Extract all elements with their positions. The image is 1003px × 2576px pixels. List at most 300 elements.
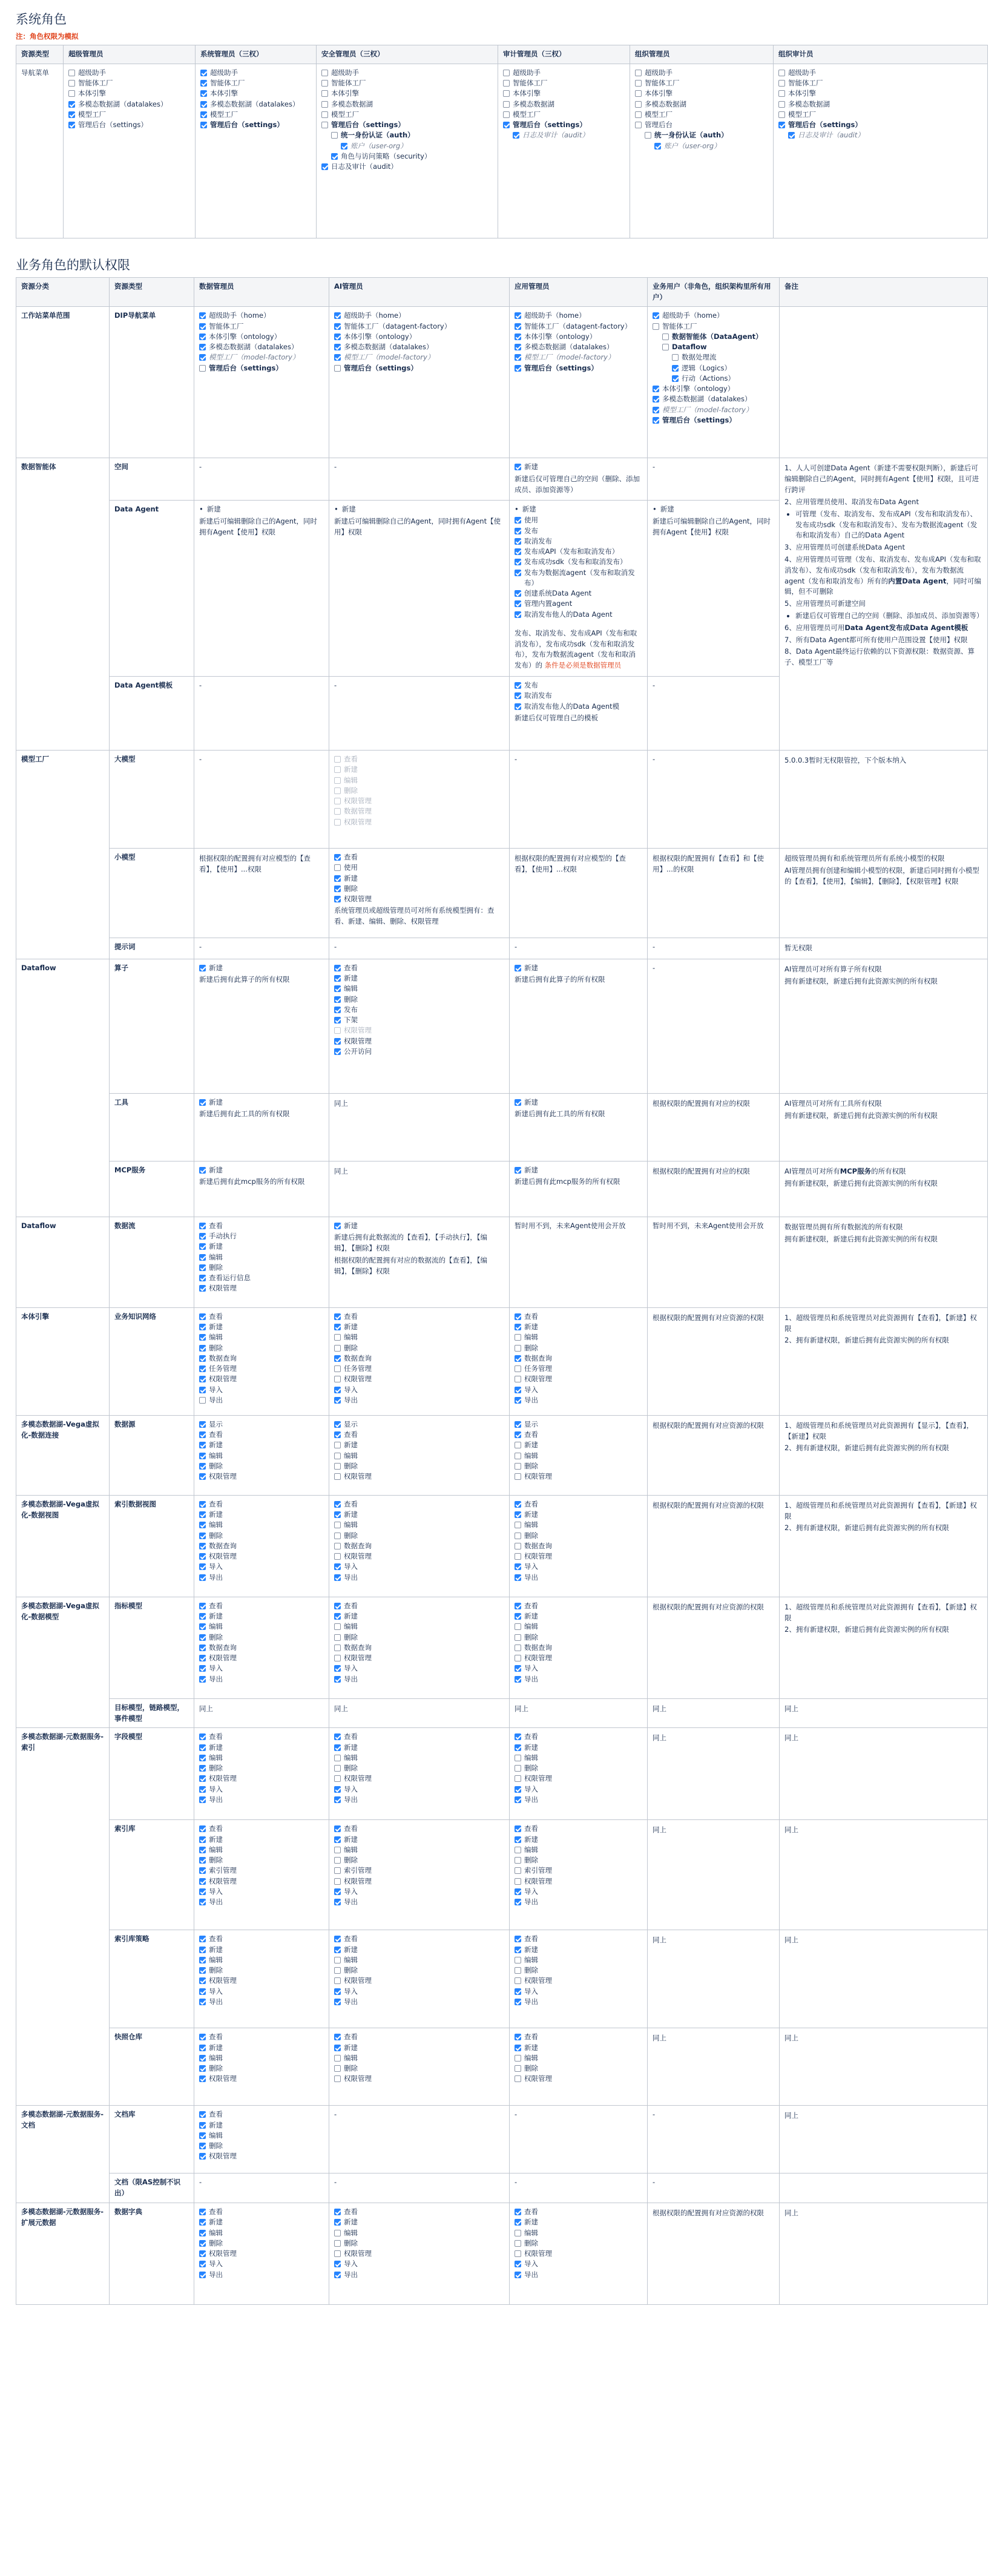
permission-checkbox[interactable]: 新建 [334,1945,504,1955]
checkbox-icon[interactable] [199,2153,206,2160]
checkbox-icon[interactable] [331,132,338,139]
checkbox-icon[interactable] [334,1574,341,1581]
checkbox-icon[interactable] [334,1947,341,1953]
permission-checkbox[interactable]: 导出 [199,1572,324,1583]
permission-checkbox[interactable]: 数据查询 [334,1353,504,1364]
checkbox-icon[interactable] [199,1431,206,1438]
permission-checkbox[interactable]: 导出 [515,1395,642,1405]
permission-checkbox[interactable]: 创建系统Data Agent [515,588,642,599]
checkbox-icon[interactable] [334,1899,341,1905]
checkbox-icon[interactable] [334,1977,341,1984]
permission-checkbox[interactable]: 发布成功sdk（发布和取消发布） [515,557,642,567]
checkbox-icon[interactable] [334,798,341,804]
checkbox-icon[interactable] [199,1387,206,1393]
checkbox-icon[interactable] [199,334,206,340]
checkbox-icon[interactable] [199,1634,206,1641]
permission-checkbox[interactable]: 账户（user-org） [321,141,493,151]
checkbox-icon[interactable] [334,1755,341,1761]
checkbox-icon[interactable] [334,1522,341,1528]
permission-checkbox[interactable]: 编辑 [515,1451,642,1461]
permission-checkbox[interactable]: 新建 [515,1440,642,1450]
permission-checkbox[interactable]: 权限管理 [334,1036,504,1046]
checkbox-icon[interactable] [199,1376,206,1382]
permission-checkbox[interactable]: 权限管理 [515,2074,642,2084]
permission-checkbox[interactable]: 管理后台（settings） [199,363,324,373]
checkbox-icon[interactable] [199,1755,206,1761]
checkbox-icon[interactable] [68,101,75,108]
checkbox-icon[interactable] [515,1867,521,1874]
checkbox-icon[interactable] [515,1836,521,1843]
permission-checkbox[interactable]: 日志及审计（audit） [778,130,982,140]
checkbox-icon[interactable] [334,975,341,982]
checkbox-icon[interactable] [515,1988,521,1995]
permission-checkbox[interactable]: 查看 [515,1601,642,1611]
permission-checkbox[interactable]: 本体引擎（ontology） [199,332,324,342]
permission-checkbox[interactable]: 权限管理 [515,1976,642,1986]
checkbox-icon[interactable] [199,1553,206,1560]
permission-checkbox[interactable]: 数据查询 [515,1541,642,1551]
permission-checkbox[interactable]: 新建 [199,1241,324,1252]
checkbox-icon[interactable] [515,2045,521,2051]
checkbox-icon[interactable] [515,1765,521,1772]
permission-checkbox[interactable]: 导出 [515,1897,642,1907]
checkbox-icon[interactable] [199,1473,206,1480]
permission-checkbox[interactable]: 删除 [199,1343,324,1353]
permission-checkbox[interactable]: 导入 [199,1562,324,1572]
permission-checkbox[interactable]: 新建 [199,2217,324,2227]
checkbox-icon[interactable] [334,1017,341,1024]
checkbox-icon[interactable] [334,2219,341,2226]
permission-checkbox[interactable]: 新建 [199,1440,324,1450]
checkbox-icon[interactable] [672,375,679,382]
permission-checkbox[interactable]: 删除 [334,2063,504,2074]
checkbox-icon[interactable] [334,1867,341,1874]
permission-checkbox[interactable]: 权限管理 [334,796,504,806]
checkbox-icon[interactable] [199,1324,206,1330]
checkbox-icon[interactable] [515,1522,521,1528]
checkbox-icon[interactable] [515,1733,521,1740]
permission-checkbox[interactable]: 权限管理 [515,1551,642,1562]
checkbox-icon[interactable] [199,1313,206,1320]
checkbox-icon[interactable] [503,101,510,108]
checkbox-icon[interactable] [515,2055,521,2062]
permission-checkbox[interactable]: 删除 [334,1531,504,1541]
permission-checkbox[interactable]: 查看 [199,2109,324,2120]
checkbox-icon[interactable] [515,2272,521,2278]
permission-checkbox[interactable]: 查看 [199,2207,324,2217]
checkbox-icon[interactable] [515,1796,521,1803]
checkbox-icon[interactable] [199,1899,206,1905]
permission-checkbox[interactable]: 删除 [334,1343,504,1353]
permission-checkbox[interactable]: 数据管理 [334,806,504,816]
checkbox-icon[interactable] [199,2143,206,2149]
permission-checkbox[interactable]: 权限管理 [515,1773,642,1784]
permission-checkbox[interactable]: 删除 [515,1855,642,1865]
checkbox-icon[interactable] [334,1665,341,1672]
permission-checkbox[interactable]: 编辑 [199,2228,324,2238]
checkbox-icon[interactable] [199,312,206,319]
permission-checkbox[interactable]: 新建 [199,1097,324,1108]
permission-checkbox[interactable]: 超级助手（home） [515,310,642,321]
checkbox-icon[interactable] [334,2209,341,2215]
permission-checkbox[interactable]: 权限管理 [515,1471,642,1482]
checkbox-icon[interactable] [334,864,341,871]
permission-checkbox[interactable]: 多模态数据湖（datalakes） [68,99,190,110]
checkbox-icon[interactable] [321,90,328,97]
checkbox-icon[interactable] [334,2250,341,2257]
checkbox-icon[interactable] [334,1733,341,1740]
checkbox-icon[interactable] [199,1167,206,1174]
permission-checkbox[interactable]: 超级助手 [68,68,190,78]
checkbox-icon[interactable] [199,1796,206,1803]
checkbox-icon[interactable] [199,1397,206,1404]
checkbox-icon[interactable] [503,80,510,87]
checkbox-icon[interactable] [515,1957,521,1963]
permission-checkbox[interactable]: 查看 [515,1824,642,1834]
checkbox-icon[interactable] [635,80,642,87]
checkbox-icon[interactable] [515,1387,521,1393]
checkbox-icon[interactable] [778,90,785,97]
checkbox-icon[interactable] [199,2055,206,2062]
checkbox-icon[interactable] [199,1285,206,1292]
permission-checkbox[interactable]: 超级助手 [778,68,982,78]
checkbox-icon[interactable] [199,1733,206,1740]
checkbox-icon[interactable] [199,1233,206,1240]
checkbox-icon[interactable] [515,1563,521,1570]
permission-checkbox[interactable]: 删除 [515,1965,642,1976]
checkbox-icon[interactable] [199,1967,206,1974]
checkbox-icon[interactable] [515,570,521,576]
checkbox-icon[interactable] [199,1543,206,1549]
checkbox-icon[interactable] [515,312,521,319]
checkbox-icon[interactable] [199,1665,206,1672]
permission-checkbox[interactable]: 新建 [515,2043,642,2053]
checkbox-icon[interactable] [515,1936,521,1942]
permission-checkbox[interactable]: 管理后台（settings） [68,120,190,130]
permission-checkbox[interactable]: 导出 [334,1795,504,1805]
checkbox-icon[interactable] [199,2240,206,2247]
permission-checkbox[interactable]: 超级助手 [635,68,768,78]
permission-checkbox[interactable]: 权限管理 [515,1653,642,1663]
permission-checkbox[interactable]: 行动（Actions） [653,373,774,384]
checkbox-icon[interactable] [515,1511,521,1518]
permission-checkbox[interactable]: 智能体工厂 [653,321,774,332]
permission-checkbox[interactable]: 超级助手（home） [334,310,504,321]
checkbox-icon[interactable] [199,1836,206,1843]
checkbox-icon[interactable] [199,1421,206,1428]
permission-checkbox[interactable]: 模型工厂 [321,110,493,120]
checkbox-icon[interactable] [515,365,521,372]
checkbox-icon[interactable] [199,1878,206,1885]
permission-checkbox[interactable]: 编辑 [515,1955,642,1965]
checkbox-icon[interactable] [334,1376,341,1382]
checkbox-icon[interactable] [515,1376,521,1382]
permission-checkbox[interactable]: 查看 [199,1499,324,1510]
permission-checkbox[interactable]: 新建 [334,873,504,884]
permission-checkbox[interactable]: 新建 [515,1510,642,1520]
checkbox-icon[interactable] [334,996,341,1003]
checkbox-icon[interactable] [515,517,521,524]
permission-checkbox[interactable]: 导入 [199,2259,324,2269]
permission-checkbox[interactable]: 新建 [515,1611,642,1622]
checkbox-icon[interactable] [515,1463,521,1470]
permission-checkbox[interactable]: 发布为数据流agent（发布和取消发布） [515,568,642,589]
permission-checkbox[interactable]: 索引管理 [334,1865,504,1876]
checkbox-icon[interactable] [200,90,207,97]
permission-checkbox[interactable]: 使用 [334,862,504,873]
permission-checkbox[interactable]: 数据查询 [199,1643,324,1653]
checkbox-icon[interactable] [334,2272,341,2278]
permission-checkbox[interactable]: 编辑 [334,1845,504,1855]
permission-checkbox[interactable]: 新建 [334,764,504,775]
permission-checkbox[interactable]: 删除 [199,1763,324,1773]
checkbox-icon[interactable] [334,2034,341,2040]
checkbox-icon[interactable] [199,1355,206,1362]
checkbox-icon[interactable] [515,600,521,607]
permission-checkbox[interactable]: 删除 [515,1461,642,1471]
permission-checkbox[interactable]: 导出 [515,1674,642,1684]
permission-checkbox[interactable]: 查看 [199,1221,324,1231]
permission-checkbox[interactable]: 新建 [334,1322,504,1332]
permission-checkbox[interactable]: 查看 [199,1934,324,1944]
permission-checkbox[interactable]: 查看 [334,852,504,862]
checkbox-icon[interactable] [334,1825,341,1832]
permission-checkbox[interactable]: 删除 [334,1763,504,1773]
checkbox-icon[interactable] [199,323,206,330]
permission-checkbox[interactable]: 管理后台（settings） [778,120,982,130]
permission-checkbox[interactable]: 权限管理 [334,1653,504,1663]
checkbox-icon[interactable] [199,2272,206,2278]
checkbox-icon[interactable] [334,1786,341,1793]
checkbox-icon[interactable] [199,2122,206,2129]
permission-checkbox[interactable]: 多模态数据湖 [635,99,768,110]
permission-checkbox[interactable]: 智能体工厂 [199,321,324,332]
permission-checkbox[interactable]: 新建 [199,1322,324,1332]
permission-checkbox[interactable]: 本体引擎 [503,88,625,99]
permission-checkbox[interactable]: 权限管理 [334,2249,504,2259]
permission-checkbox[interactable]: 多模态数据湖（datalakes） [334,342,504,352]
permission-checkbox[interactable]: 统一身份认证（auth） [635,130,768,140]
permission-checkbox[interactable]: 模型工厂（model-factory） [334,352,504,363]
checkbox-icon[interactable] [334,1563,341,1570]
checkbox-icon[interactable] [334,1613,341,1620]
checkbox-icon[interactable] [334,1796,341,1803]
permission-checkbox[interactable]: 查看 [199,2032,324,2042]
permission-checkbox[interactable]: 本体引擎 [635,88,768,99]
permission-checkbox[interactable]: 超级助手（home） [199,310,324,321]
checkbox-icon[interactable] [515,1613,521,1620]
permission-checkbox[interactable]: 权限管理 [199,1471,324,1482]
permission-checkbox[interactable]: 查看 [199,1430,324,1440]
checkbox-icon[interactable] [199,1936,206,1942]
permission-checkbox[interactable]: 智能体工厂 [200,78,311,88]
permission-checkbox[interactable]: 查看 [334,1934,504,1944]
permission-checkbox[interactable]: 统一身份认证（auth） [321,130,493,140]
permission-checkbox[interactable]: 权限管理 [334,1374,504,1384]
permission-checkbox[interactable]: 索引管理 [199,1865,324,1876]
checkbox-icon[interactable] [199,1603,206,1609]
checkbox-icon[interactable] [515,1397,521,1404]
permission-checkbox[interactable]: 新建 [334,1835,504,1845]
permission-checkbox[interactable]: 编辑 [199,1451,324,1461]
permission-checkbox[interactable]: 取消发布他人的Data Agent [515,610,642,620]
permission-checkbox[interactable]: 查看 [515,1934,642,1944]
permission-checkbox[interactable]: 编辑 [334,1753,504,1763]
permission-checkbox[interactable]: 查看 [515,1499,642,1510]
checkbox-icon[interactable] [334,886,341,892]
checkbox-icon[interactable] [778,70,785,76]
permission-checkbox[interactable]: 导出 [515,1572,642,1583]
permission-checkbox[interactable]: 显示 [199,1419,324,1430]
permission-checkbox[interactable]: 删除 [334,1632,504,1643]
permission-checkbox[interactable]: 导入 [515,1663,642,1674]
checkbox-icon[interactable] [199,1099,206,1106]
permission-checkbox[interactable]: 任务管理 [515,1364,642,1374]
checkbox-icon[interactable] [199,2230,206,2236]
checkbox-icon[interactable] [68,80,75,87]
checkbox-icon[interactable] [672,365,679,372]
permission-checkbox[interactable]: 超级助手 [503,68,625,78]
permission-checkbox[interactable]: 权限管理 [334,1551,504,1562]
permission-checkbox[interactable]: 导入 [334,1986,504,1997]
permission-checkbox[interactable]: 删除 [199,2238,324,2249]
checkbox-icon[interactable] [653,386,659,392]
checkbox-icon[interactable] [515,1099,521,1106]
checkbox-icon[interactable] [199,1563,206,1570]
checkbox-icon[interactable] [334,1603,341,1609]
checkbox-icon[interactable] [334,334,341,340]
checkbox-icon[interactable] [515,1501,521,1508]
checkbox-icon[interactable] [515,344,521,350]
permission-checkbox[interactable]: 显示 [515,1419,642,1430]
permission-checkbox[interactable]: 索引管理 [515,1865,642,1876]
checkbox-icon[interactable] [334,1744,341,1751]
permission-checkbox[interactable]: 查看 [199,1732,324,1742]
permission-checkbox[interactable]: 编辑 [334,984,504,994]
permission-checkbox[interactable]: 新建 [515,1322,642,1332]
checkbox-icon[interactable] [199,965,206,971]
permission-checkbox[interactable]: 删除 [515,1531,642,1541]
checkbox-icon[interactable] [515,323,521,330]
checkbox-icon[interactable] [515,1878,521,1885]
checkbox-icon[interactable] [68,70,75,76]
checkbox-icon[interactable] [635,90,642,97]
checkbox-icon[interactable] [199,1334,206,1341]
permission-checkbox[interactable]: 查看 [334,1499,504,1510]
permission-checkbox[interactable]: 数据查询 [515,1643,642,1653]
checkbox-icon[interactable] [334,2045,341,2051]
checkbox-icon[interactable] [68,111,75,118]
checkbox-icon[interactable] [334,777,341,784]
checkbox-icon[interactable] [515,1431,521,1438]
checkbox-icon[interactable] [334,1324,341,1330]
checkbox-icon[interactable] [515,1313,521,1320]
checkbox-icon[interactable] [334,1397,341,1404]
checkbox-icon[interactable] [778,80,785,87]
permission-checkbox[interactable]: 新建 [334,2217,504,2227]
permission-checkbox[interactable]: 导出 [199,1997,324,2007]
permission-checkbox[interactable]: 编辑 [199,1622,324,1632]
checkbox-icon[interactable] [334,1345,341,1352]
permission-checkbox[interactable]: 数据查询 [334,1643,504,1653]
permission-checkbox[interactable]: 新建 [515,1743,642,1753]
checkbox-icon[interactable] [515,1775,521,1782]
checkbox-icon[interactable] [199,1275,206,1281]
checkbox-icon[interactable] [515,1324,521,1330]
permission-checkbox[interactable]: 编辑 [334,1955,504,1965]
permission-checkbox[interactable]: 删除 [199,2063,324,2074]
permission-checkbox[interactable]: 编辑 [334,1332,504,1342]
permission-checkbox[interactable]: 删除 [334,2238,504,2249]
checkbox-icon[interactable] [334,896,341,902]
permission-checkbox[interactable]: 权限管理 [199,1653,324,1663]
permission-checkbox[interactable]: 编辑 [199,2053,324,2063]
checkbox-icon[interactable] [515,1574,521,1581]
checkbox-icon[interactable] [199,1847,206,1853]
checkbox-icon[interactable] [199,1676,206,1683]
checkbox-icon[interactable] [199,1345,206,1352]
permission-checkbox[interactable]: 导入 [515,1986,642,1997]
checkbox-icon[interactable] [334,819,341,826]
checkbox-icon[interactable] [778,101,785,108]
checkbox-icon[interactable] [515,1755,521,1761]
checkbox-icon[interactable] [321,111,328,118]
checkbox-icon[interactable] [515,2075,521,2082]
permission-checkbox[interactable]: 角色与访问策略（security） [321,151,493,162]
checkbox-icon[interactable] [199,1857,206,1864]
permission-checkbox[interactable]: 导入 [334,1784,504,1795]
permission-checkbox[interactable]: 日志及审计（audit） [503,130,625,140]
checkbox-icon[interactable] [515,2240,521,2247]
checkbox-icon[interactable] [199,1223,206,1229]
permission-checkbox[interactable]: 查看运行信息 [199,1273,324,1283]
checkbox-icon[interactable] [515,1847,521,1853]
permission-checkbox[interactable]: 导入 [199,1784,324,1795]
checkbox-icon[interactable] [778,122,785,128]
permission-checkbox[interactable]: 智能体工厂 [503,78,625,88]
permission-checkbox[interactable]: 导入 [515,2259,642,2269]
permission-checkbox[interactable]: 查看 [334,2032,504,2042]
checkbox-icon[interactable] [334,2261,341,2267]
checkbox-icon[interactable] [200,122,207,128]
permission-checkbox[interactable]: 编辑 [334,2228,504,2238]
permission-checkbox[interactable]: 新建 [334,1743,504,1753]
checkbox-icon[interactable] [515,1825,521,1832]
checkbox-icon[interactable] [199,1999,206,2005]
permission-checkbox[interactable]: 模型工厂（model-factory） [515,352,642,363]
checkbox-icon[interactable] [334,1847,341,1853]
checkbox-icon[interactable] [334,1634,341,1641]
permission-checkbox[interactable]: 删除 [515,2063,642,2074]
checkbox-icon[interactable] [199,2261,206,2267]
permission-checkbox[interactable]: 编辑 [334,775,504,786]
permission-checkbox[interactable]: 导出 [515,1997,642,2007]
checkbox-icon[interactable] [515,528,521,534]
checkbox-icon[interactable] [334,1988,341,1995]
checkbox-icon[interactable] [334,2230,341,2236]
permission-checkbox[interactable]: 删除 [199,1965,324,1976]
checkbox-icon[interactable] [662,344,669,350]
permission-checkbox[interactable]: 权限管理 [199,1551,324,1562]
permission-checkbox[interactable]: 新建 [334,1510,504,1520]
checkbox-icon[interactable] [334,875,341,882]
permission-checkbox[interactable]: 导出 [334,1997,504,2007]
checkbox-icon[interactable] [334,1421,341,1428]
permission-checkbox[interactable]: 新建 [199,1165,324,1175]
checkbox-icon[interactable] [199,2132,206,2139]
checkbox-icon[interactable] [515,965,521,971]
permission-checkbox[interactable]: 权限管理 [334,1773,504,1784]
